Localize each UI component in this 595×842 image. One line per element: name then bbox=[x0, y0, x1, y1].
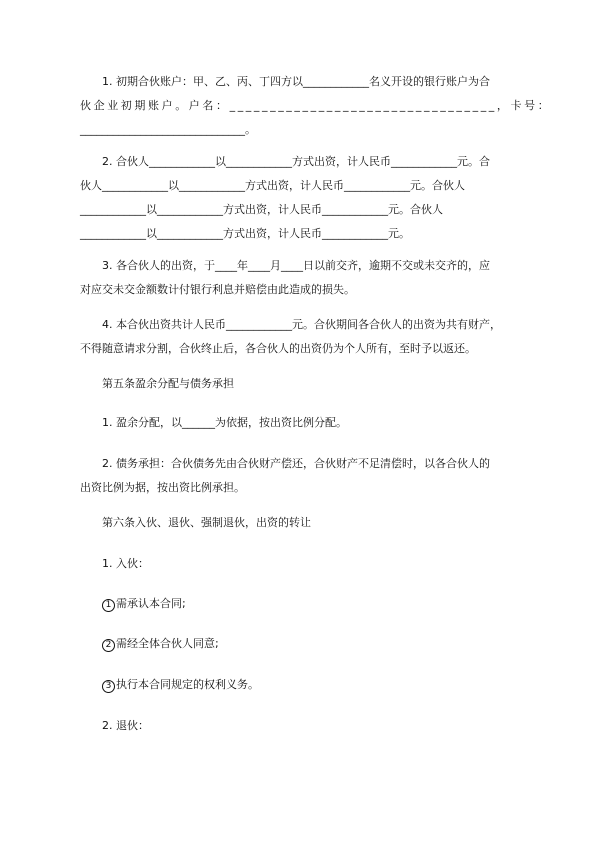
heading-text: 第五条盈余分配与债务承担 bbox=[102, 377, 234, 390]
text-line: 对应交未交金额数计付银行利息并赔偿由此造成的损失。 bbox=[80, 283, 355, 296]
list-item-1 bbox=[80, 592, 520, 616]
paragraph-withdrawal bbox=[80, 714, 520, 738]
text-line: 1. 盈余分配，以______为依据，按出资比例分配。 bbox=[102, 416, 347, 429]
text-line: 2. 合伙人____________以____________方式出资，计人民币____________元。合 bbox=[102, 155, 490, 168]
text-line: 出资比例为据，按出资比例承担。 bbox=[80, 481, 245, 494]
paragraph-partner-contributions bbox=[80, 150, 520, 246]
paragraph-debt-bearing bbox=[80, 452, 520, 500]
section-heading-article-6 bbox=[80, 511, 520, 535]
circled-number: 2 bbox=[102, 639, 115, 652]
text-line: ____________以____________方式出资，计人民币____________元。 bbox=[80, 227, 410, 240]
paragraph-total-contribution bbox=[80, 313, 520, 361]
circled-number: 3 bbox=[102, 680, 115, 693]
list-item bbox=[80, 592, 520, 616]
text-line: 3. 各合伙人的出资，于____年____月____日以前交齐，逾期不交或未交齐的，应 bbox=[102, 259, 490, 272]
paragraph-initial-account bbox=[80, 70, 552, 142]
section-heading-article-5 bbox=[80, 372, 520, 396]
text-line: ______________________________。 bbox=[80, 123, 256, 136]
text-line: 2. 退伙： bbox=[102, 719, 149, 732]
list-item bbox=[80, 673, 520, 697]
text-line: 不得随意请求分割，合伙终止后，各合伙人的出资仍为个人所有，至时予以返还。 bbox=[80, 342, 476, 355]
text-line: 伙人____________以____________方式出资，计人民币____________元。合伙人 bbox=[80, 179, 465, 192]
text-line: 4. 本合伙出资共计人民币____________元。合伙期间各合伙人的出资为共有财产， bbox=[102, 318, 501, 331]
paragraph-contribution-deadline bbox=[80, 254, 520, 302]
list-item-text: 需承认本合同; bbox=[116, 597, 186, 610]
list-item bbox=[80, 632, 520, 656]
text-line: ____________以____________方式出资，计人民币____________元。合伙人 bbox=[80, 203, 443, 216]
text-line: 2. 债务承担：合伙债务先由合伙财产偿还，合伙财产不足清偿时，以各合伙人的 bbox=[102, 457, 490, 470]
text-line: 1. 初期合伙账户：甲、乙、丙、丁四方以____________名义开设的银行账户为合 bbox=[102, 75, 490, 88]
heading-text: 第六条入伙、退伙、强制退伙，出资的转让 bbox=[102, 516, 311, 529]
paragraph-profit-distribution bbox=[80, 411, 520, 435]
text-line: 伙企业初期账户。户名：_________________________________，卡号： bbox=[80, 99, 552, 112]
text-line: 1. 入伙： bbox=[102, 557, 149, 570]
paragraph-admission bbox=[80, 552, 520, 576]
list-item-2 bbox=[80, 632, 520, 656]
list-item-3 bbox=[80, 673, 520, 697]
list-item-text: 执行本合同规定的权利义务。 bbox=[116, 678, 259, 691]
circled-number: 1 bbox=[102, 599, 115, 612]
list-item-text: 需经全体合伙人同意; bbox=[116, 637, 219, 650]
